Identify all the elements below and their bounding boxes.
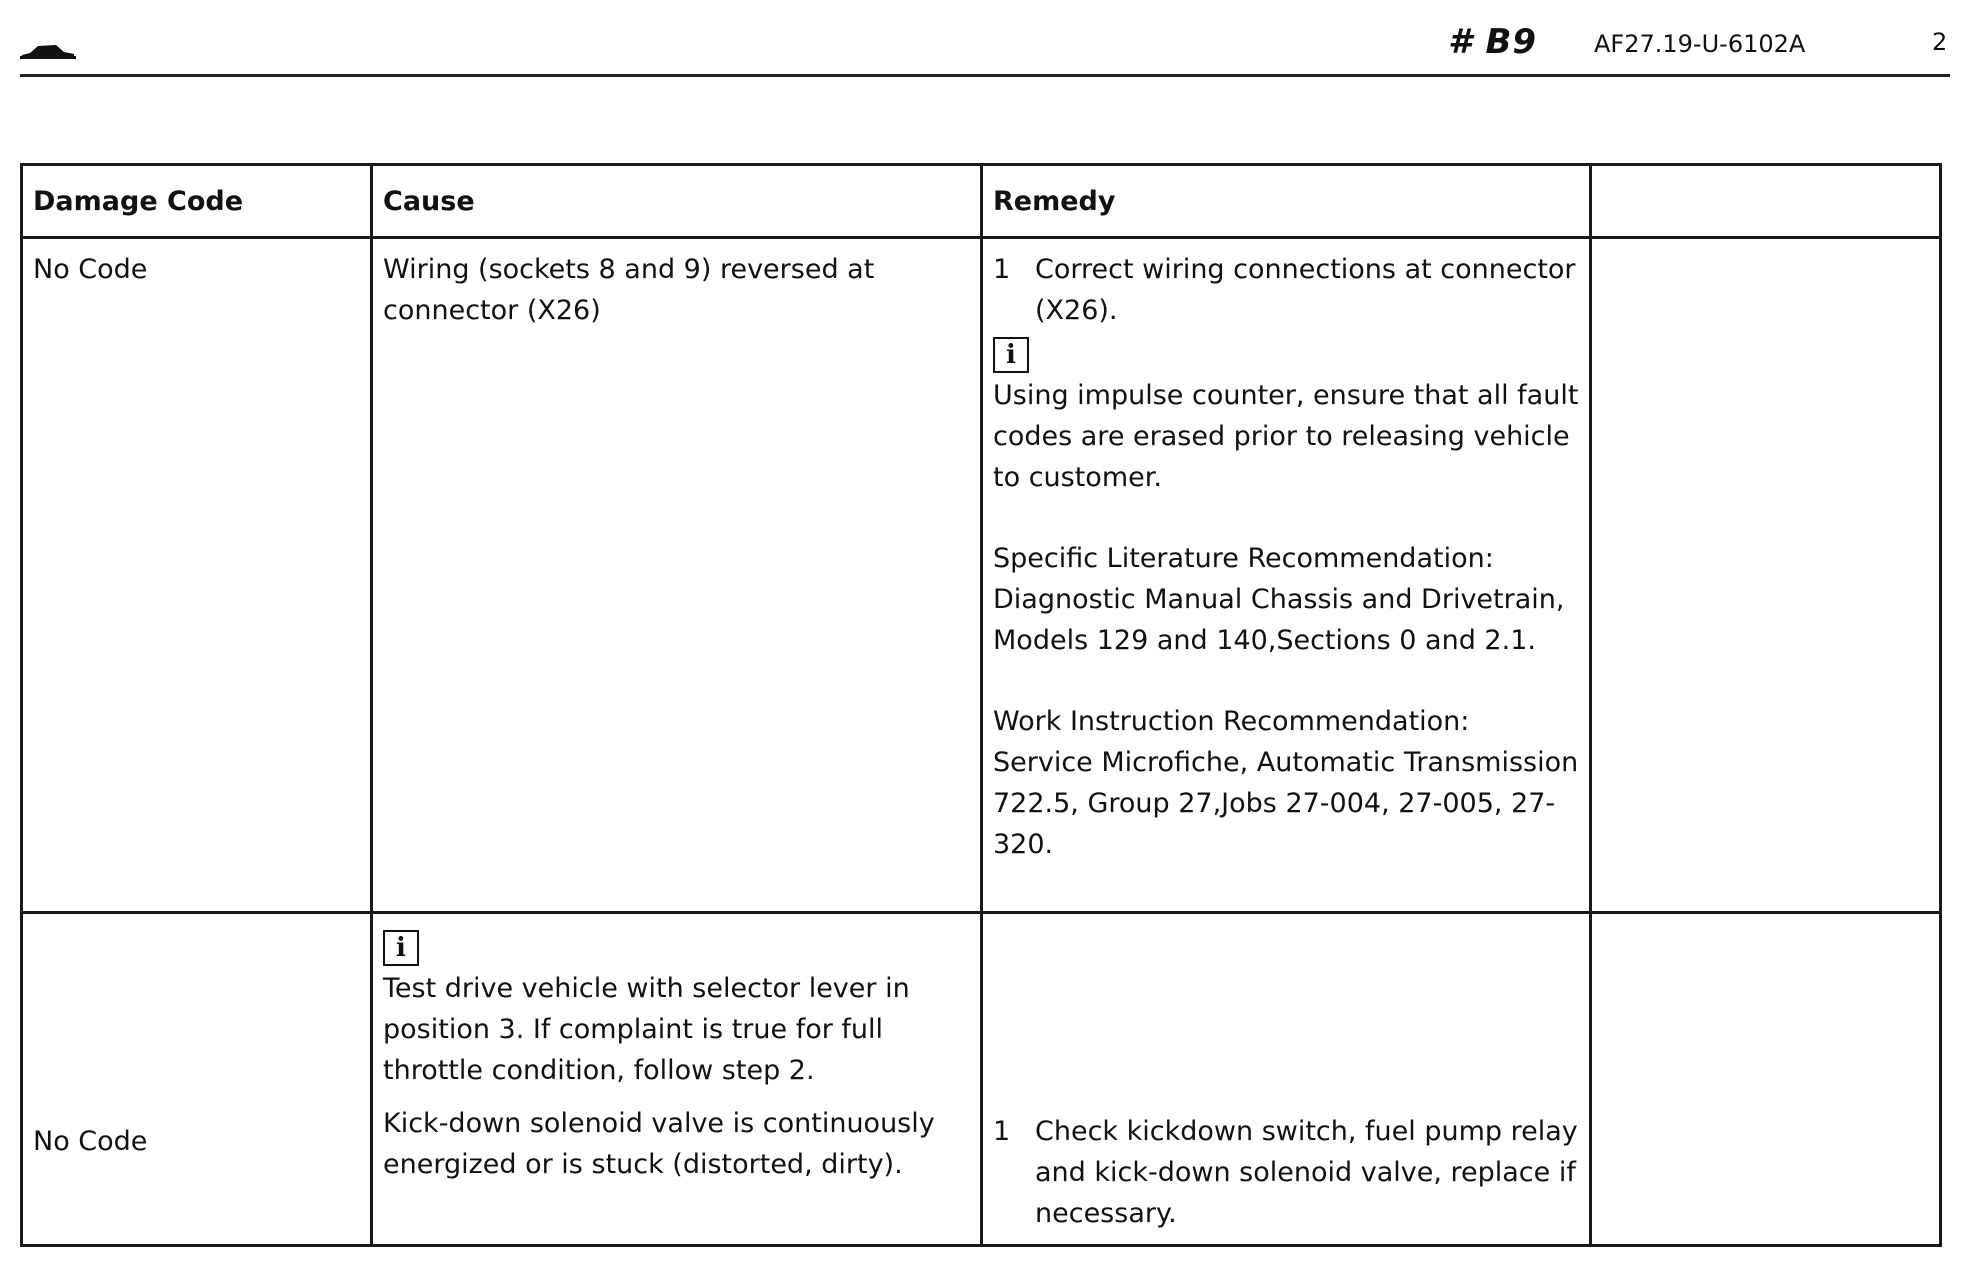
extra-text bbox=[1592, 239, 1939, 259]
damage-code-wrap bbox=[23, 914, 370, 1244]
extra-cell bbox=[1591, 238, 1941, 913]
cause-cell bbox=[372, 238, 982, 913]
column-header-damage-code: Damage Code bbox=[22, 165, 372, 238]
extra-cell bbox=[1591, 913, 1941, 1246]
table-row bbox=[22, 913, 1941, 1246]
literature-title: Specific Literature Recommendation: bbox=[993, 543, 1494, 574]
table-row bbox=[22, 238, 1941, 913]
work-instruction-title: Work Instruction Recommendation: bbox=[993, 706, 1470, 737]
damage-code: No Code bbox=[33, 1126, 148, 1157]
info-icon: i bbox=[993, 337, 1029, 373]
remedy-content bbox=[983, 914, 1589, 1244]
document-number: # B9 bbox=[1448, 22, 1538, 62]
diagnosis-table bbox=[20, 163, 1942, 1247]
damage-code-cell bbox=[22, 913, 372, 1246]
table-header-row bbox=[22, 165, 1941, 238]
remedy-step bbox=[993, 249, 1579, 331]
cause-text: Kick-down solenoid valve is continuously energized or is stuck (distorted, dirty). bbox=[383, 1108, 935, 1180]
remedy-cell bbox=[982, 238, 1591, 913]
page-header bbox=[0, 0, 1962, 80]
extra-text bbox=[1592, 914, 1939, 1244]
step-number: 1 bbox=[993, 1116, 1011, 1147]
cause-content bbox=[373, 914, 980, 1244]
remedy-content bbox=[983, 239, 1589, 875]
step-text: Check kickdown switch, fuel pump relay and kick-down solenoid valve, replace if necessary. bbox=[1035, 1116, 1578, 1229]
document-reference: AF27.19-U-6102A bbox=[1594, 30, 1806, 58]
column-header-cause: Cause bbox=[372, 165, 982, 238]
info-icon: i bbox=[383, 930, 419, 966]
page-number: 2 bbox=[1932, 28, 1948, 56]
damage-code-cell bbox=[22, 238, 372, 913]
car-icon bbox=[20, 42, 76, 60]
remedy-step bbox=[993, 1111, 1579, 1234]
remedy-cell bbox=[982, 913, 1591, 1246]
header-rule bbox=[20, 74, 1950, 77]
cause-cell bbox=[372, 913, 982, 1246]
cause-note: Test drive vehicle with selector lever in position 3. If complaint is true for full throttle condition, follow step 2. bbox=[383, 973, 910, 1086]
literature-text: Diagnostic Manual Chassis and Drivetrain, Models 129 and 140,Sections 0 and 2.1. bbox=[993, 584, 1565, 656]
step-text: Correct wiring connections at connector (X26). bbox=[1035, 254, 1576, 326]
info-note: Using impulse counter, ensure that all fault codes are erased prior to releasing vehicle to customer. bbox=[993, 380, 1579, 493]
damage-code: No Code bbox=[33, 254, 148, 285]
column-header-remedy: Remedy bbox=[982, 165, 1591, 238]
column-header-blank bbox=[1591, 165, 1941, 238]
cause-text: Wiring (sockets 8 and 9) reversed at connector (X26) bbox=[383, 254, 875, 326]
step-number: 1 bbox=[993, 254, 1011, 285]
work-instruction-text: Service Microfiche, Automatic Transmission 722.5, Group 27,Jobs 27-004, 27-005, 27-320. bbox=[993, 747, 1579, 860]
